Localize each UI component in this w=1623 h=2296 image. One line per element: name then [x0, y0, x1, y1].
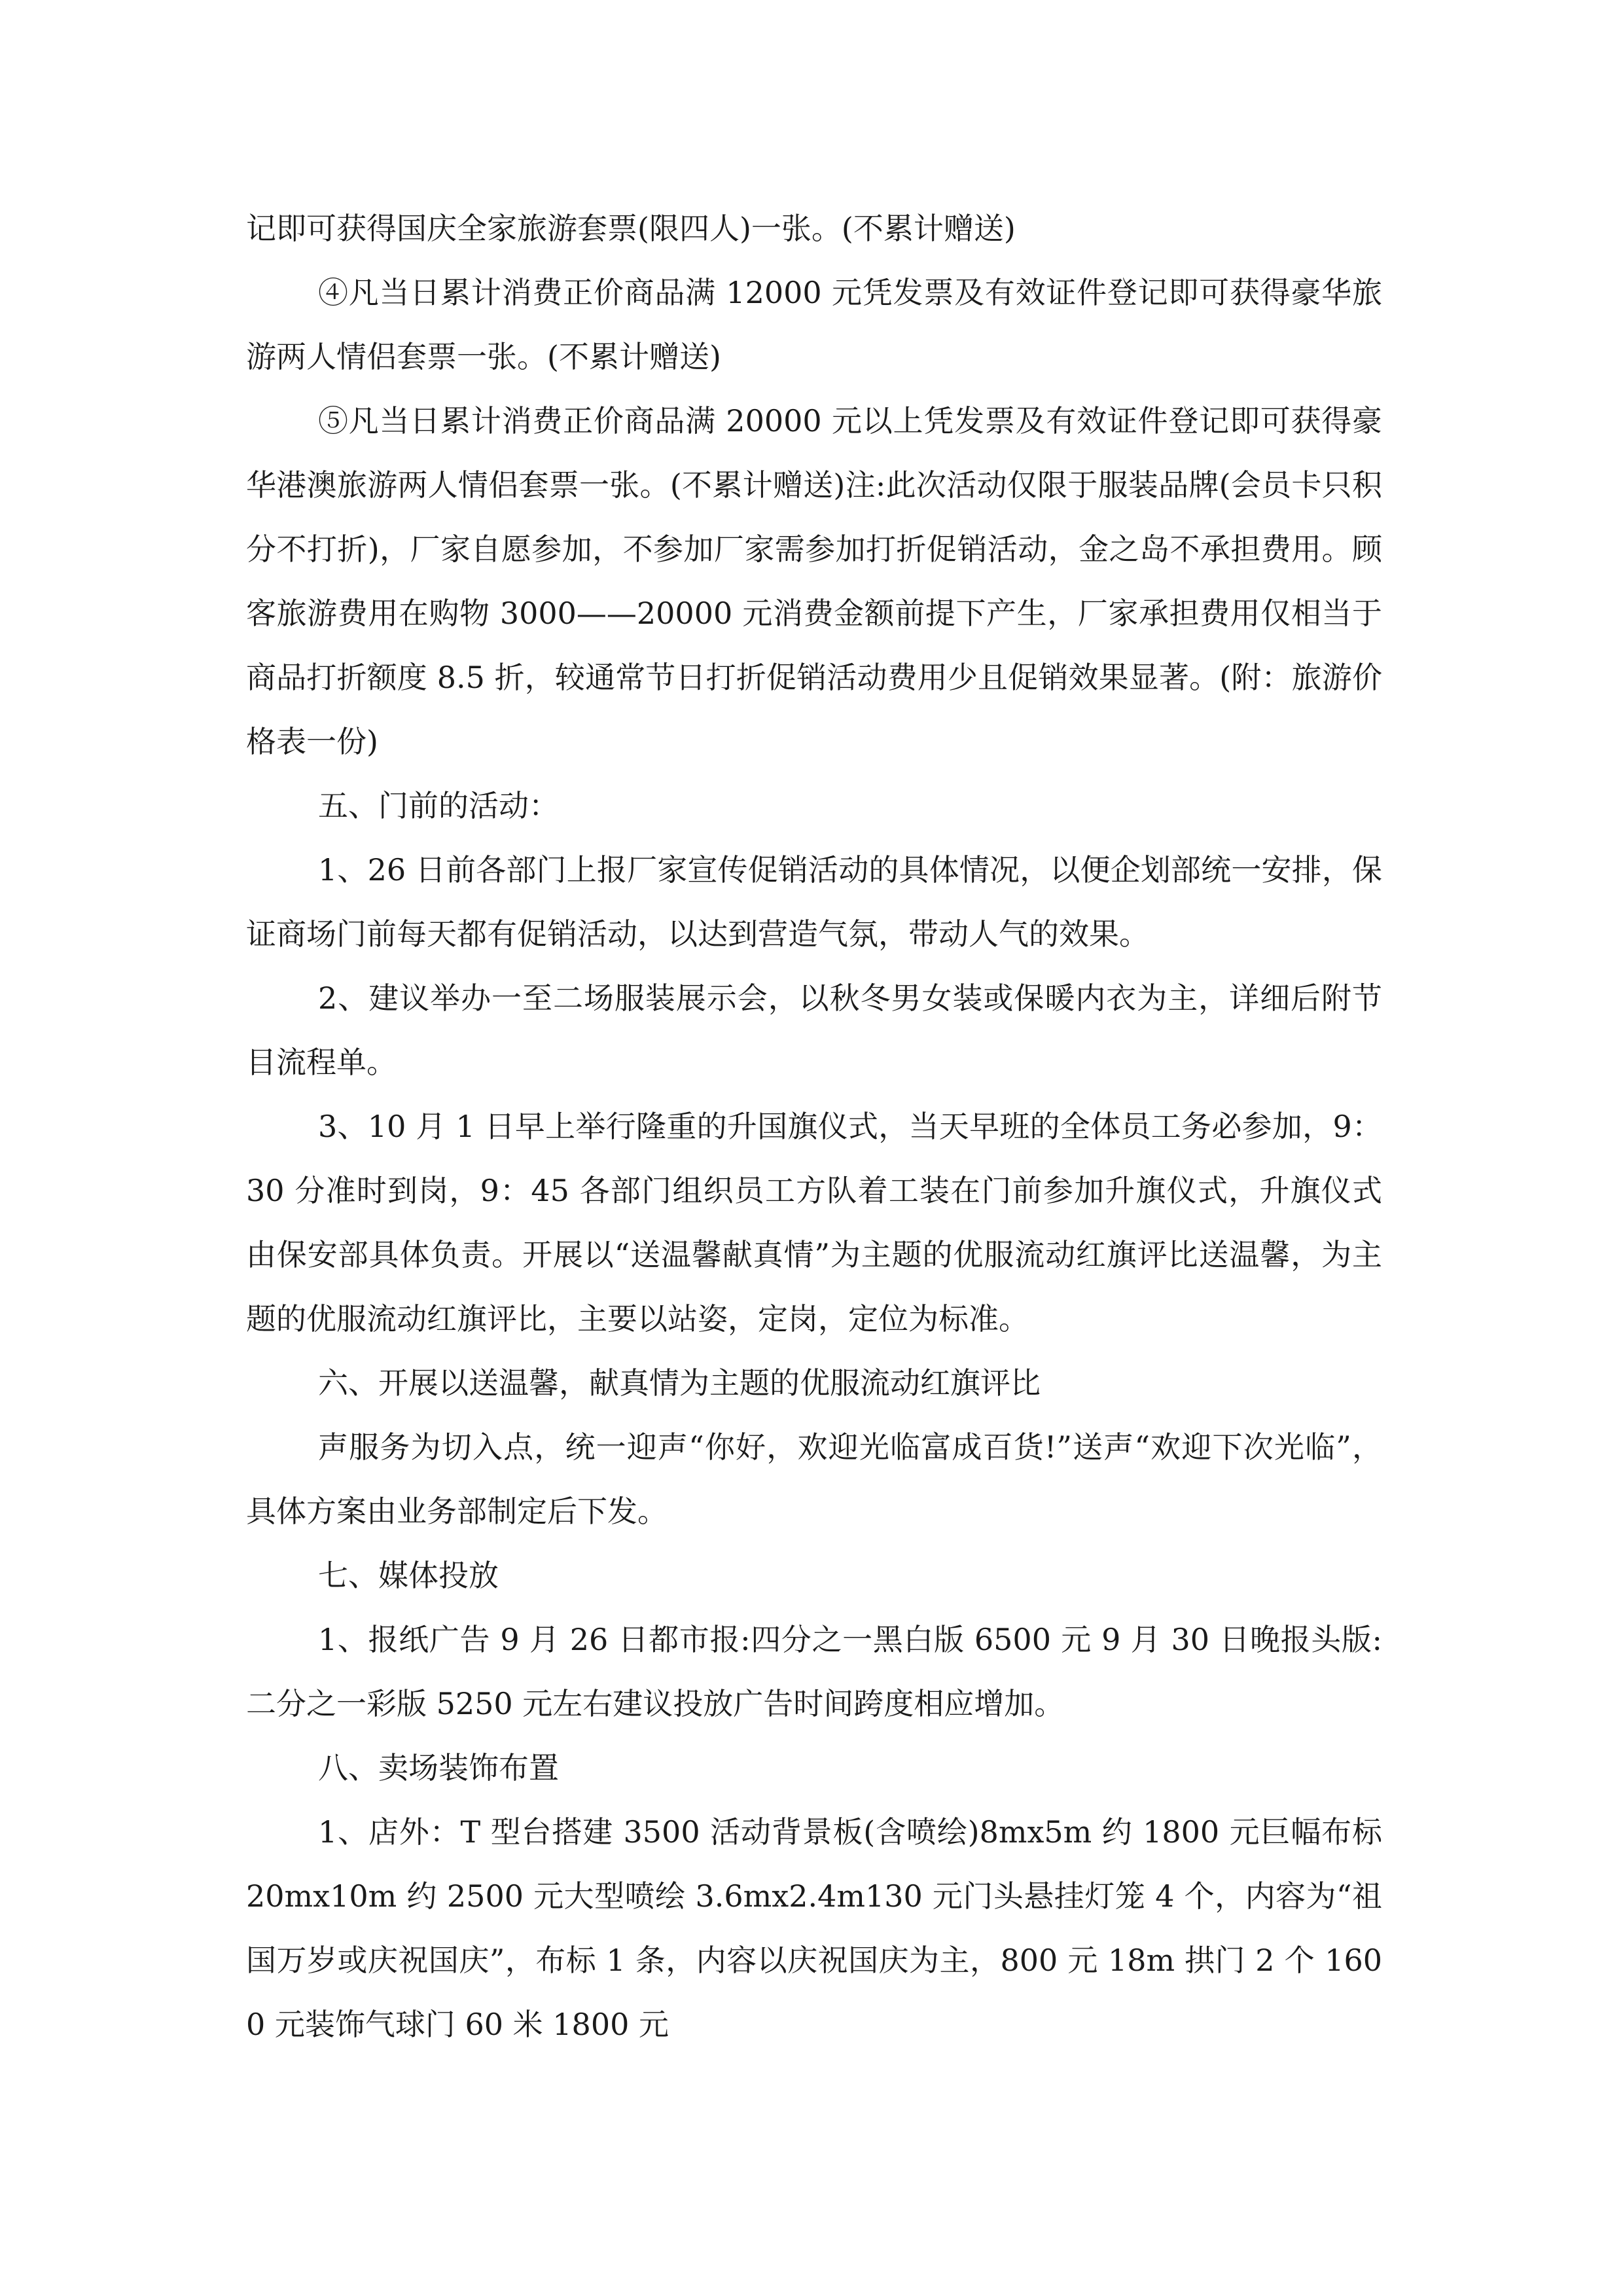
section-heading-8: 八、卖场装饰布置 — [318, 1750, 559, 1785]
section-heading-7: 七、媒体投放 — [318, 1558, 499, 1593]
section-heading-5: 五、门前的活动： — [318, 788, 559, 823]
paragraph-6-body: 声服务为切入点，统一迎声“你好，欢迎光临富成百货!”送声“欢迎下次光临”，具体方案由业务部制定后下发。 — [246, 1429, 1382, 1529]
section-heading-6: 六、开展以送温馨，献真情为主题的优服流动红旗评比 — [318, 1365, 1041, 1401]
paragraph-5-2: 2、建议举办一至二场服装展示会，以秋冬男女装或保暖内衣为主，详细后附节目流程单。 — [246, 980, 1382, 1080]
paragraph-continuation: 记即可获得国庆全家旅游套票(限四人)一张。(不累计赠送) — [246, 211, 1016, 246]
paragraph-5-3: 3、10 月 1 日早上举行隆重的升国旗仪式，当天早班的全体员工务必参加，9：30 分准时到岗，9：45 各部门组织员工方队着工装在门前参加升旗仪式，升旗仪式由保安部具体负责。开展以“送温馨献真情”为主题的优服流动红旗评比送温馨，为主题的优服流动红旗评比，主要以站姿，定岗，定位为标准。 — [246, 1109, 1382, 1336]
paragraph-item-5: ⑤凡当日累计消费正价商品满 20000 元以上凭发票及有效证件登记即可获得豪华港澳旅游两人情侣套票一张。(不累计赠送)注:此次活动仅限于服装品牌(会员卡只积分不打折)，厂家自愿参加，不参加厂家需参加打折促销活动，金之岛不承担费用。顾客旅游费用在购物 3000——20000 元消费金额前提下产生，厂家承担费用仅相当于商品打折额度 8.5 折，较通常节日打折促销活动费用少且促销效果显著。(附：旅游价格表一份) — [246, 403, 1382, 759]
paragraph-7-1: 1、报纸广告 9 月 26 日都市报:四分之一黑白版 6500 元 9 月 30 日晚报头版:二分之一彩版 5250 元左右建议投放广告时间跨度相应增加。 — [246, 1622, 1382, 1721]
document-body — [246, 196, 1382, 2056]
paragraph-5-1: 1、26 日前各部门上报厂家宣传促销活动的具体情况，以便企划部统一安排，保证商场门前每天都有促销活动，以达到营造气氛，带动人气的效果。 — [246, 852, 1382, 952]
paragraph-8-1: 1、店外：T 型台搭建 3500 活动背景板(含喷绘)8mx5m 约 1800 元巨幅布标 20mx10m 约 2500 元大型喷绘 3.6mx2.4m130 元门头悬挂灯笼 4 个，内容为“祖国万岁或庆祝国庆”，布标 1 条，内容以庆祝国庆为主，800 元 18m 拱门 2 个 1600 元装饰气球门 60 米 1800 元 — [246, 1814, 1382, 2042]
paragraph-item-4: ④凡当日累计消费正价商品满 12000 元凭发票及有效证件登记即可获得豪华旅游两人情侣套票一张。(不累计赠送) — [246, 275, 1382, 374]
